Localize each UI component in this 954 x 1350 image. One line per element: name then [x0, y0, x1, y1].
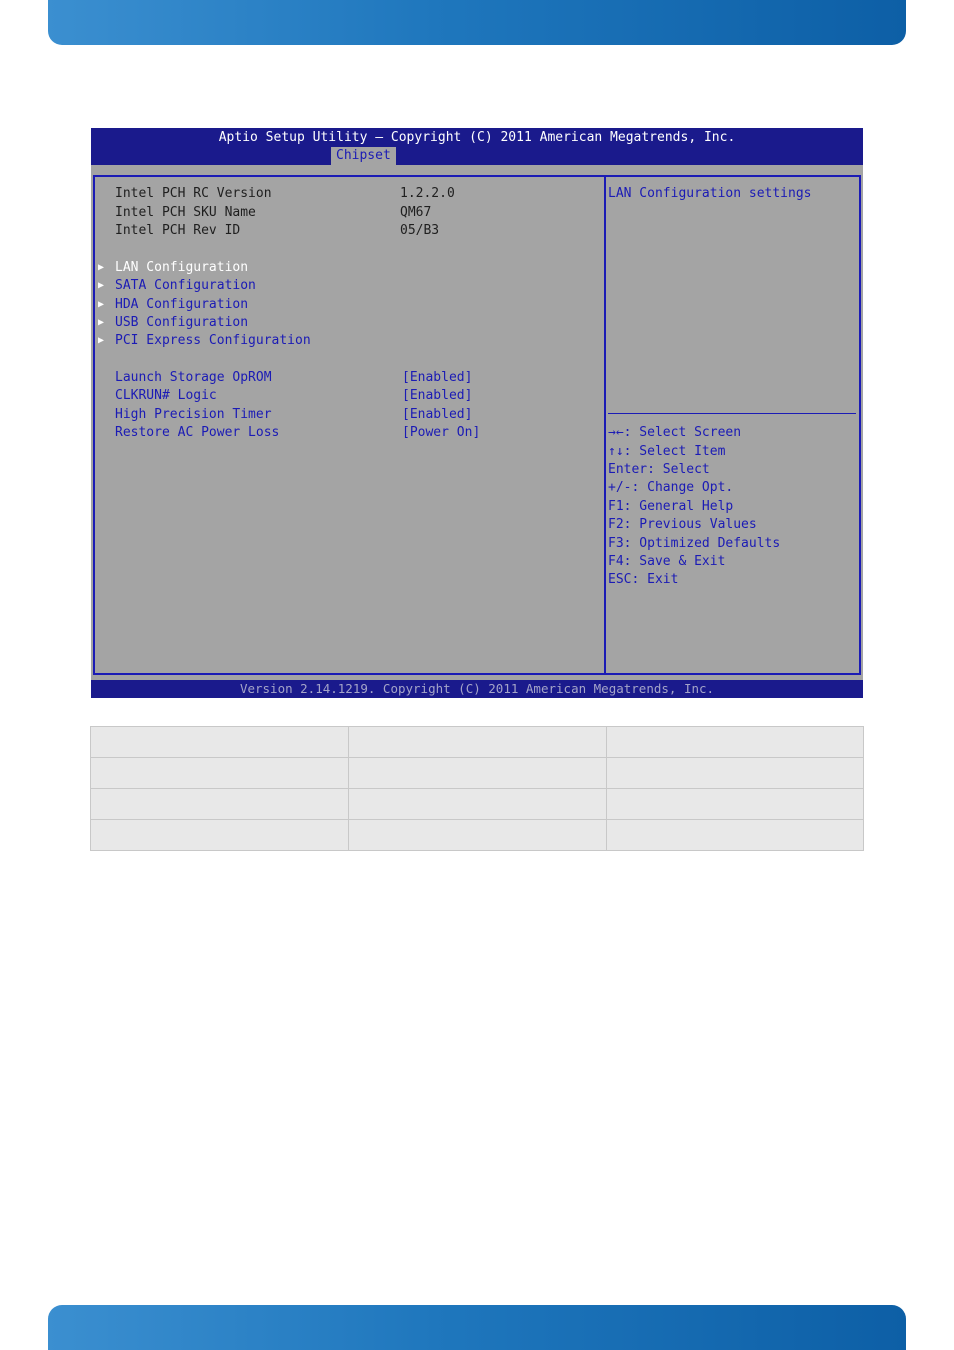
info-label-rc-version: Intel PCH RC Version	[115, 186, 272, 201]
submenu-arrow-icon: ▶	[98, 335, 105, 346]
table-row	[91, 727, 864, 758]
help-pane	[604, 175, 861, 675]
key-hint-change-opt: +/-: Change Opt.	[608, 480, 734, 495]
setting-label-clkrun-logic[interactable]: CLKRUN# Logic	[115, 388, 217, 403]
table-row	[91, 758, 864, 789]
description-table	[90, 726, 864, 851]
setting-value-launch-storage-oprom[interactable]: [Enabled]	[402, 370, 473, 385]
setting-label-restore-ac-power-loss[interactable]: Restore AC Power Loss	[115, 425, 280, 440]
tab-chipset[interactable]: Chipset	[331, 147, 396, 165]
submenu-arrow-icon: ▶	[98, 317, 105, 328]
info-label-rev-id: Intel PCH Rev ID	[115, 223, 241, 238]
key-hint-esc: ESC: Exit	[608, 572, 679, 587]
bios-footer: Version 2.14.1219. Copyright (C) 2011 American Megatrends, Inc.	[239, 681, 715, 696]
key-hint-f1: F1: General Help	[608, 499, 734, 514]
key-hint-select-item: ↑↓: Select Item	[608, 444, 726, 459]
submenu-lan-configuration[interactable]: LAN Configuration	[115, 260, 249, 275]
settings-pane	[93, 175, 604, 675]
header-band	[48, 0, 906, 45]
submenu-sata-configuration[interactable]: SATA Configuration	[115, 278, 256, 293]
bios-screen	[91, 128, 863, 698]
info-value-rev-id: 05/B3	[400, 223, 440, 238]
submenu-arrow-icon: ▶	[98, 262, 105, 273]
help-text: LAN Configuration settings	[608, 186, 812, 201]
setting-value-restore-ac-power-loss[interactable]: [Power On]	[402, 425, 481, 440]
key-hint-f4: F4: Save & Exit	[608, 554, 726, 569]
footer-band	[48, 1305, 906, 1350]
submenu-pci-express-configuration[interactable]: PCI Express Configuration	[115, 333, 311, 348]
bios-title: Aptio Setup Utility – Copyright (C) 2011 American Megatrends, Inc.	[218, 130, 736, 145]
setting-label-high-precision-timer[interactable]: High Precision Timer	[115, 407, 272, 422]
key-hint-select-screen: →←: Select Screen	[608, 425, 742, 440]
key-hint-enter: Enter: Select	[608, 462, 710, 477]
bios-main-area	[91, 165, 863, 680]
submenu-arrow-icon: ▶	[98, 280, 105, 291]
setting-value-clkrun-logic[interactable]: [Enabled]	[402, 388, 473, 403]
setting-label-launch-storage-oprom[interactable]: Launch Storage OpROM	[115, 370, 272, 385]
info-value-sku-name: QM67	[400, 205, 432, 220]
table-row	[91, 789, 864, 820]
help-divider	[608, 413, 856, 414]
submenu-hda-configuration[interactable]: HDA Configuration	[115, 297, 249, 312]
key-hint-f3: F3: Optimized Defaults	[608, 536, 781, 551]
setting-value-high-precision-timer[interactable]: [Enabled]	[402, 407, 473, 422]
info-label-sku-name: Intel PCH SKU Name	[115, 205, 256, 220]
info-value-rc-version: 1.2.2.0	[400, 186, 455, 201]
submenu-usb-configuration[interactable]: USB Configuration	[115, 315, 249, 330]
key-hint-f2: F2: Previous Values	[608, 517, 757, 532]
table-row	[91, 820, 864, 851]
submenu-arrow-icon: ▶	[98, 299, 105, 310]
